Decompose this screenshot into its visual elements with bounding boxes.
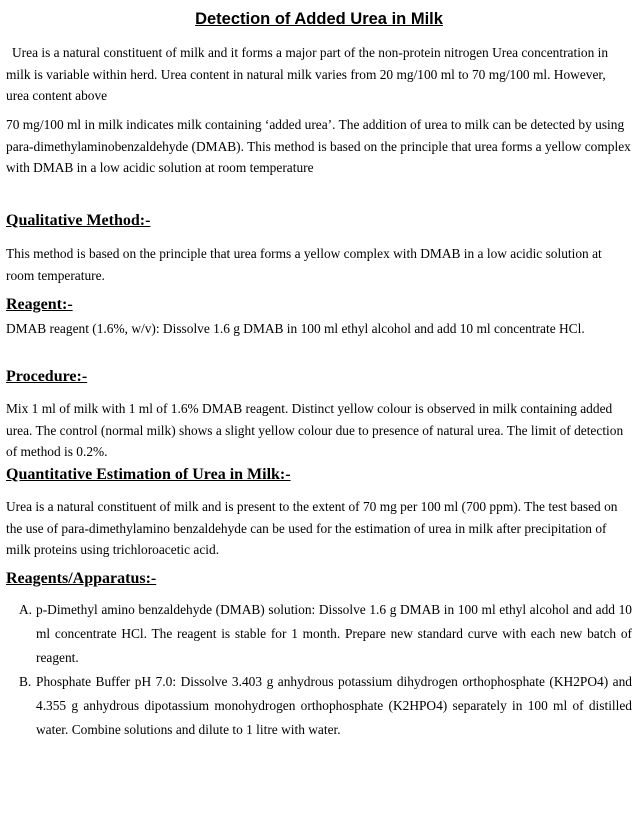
list-item-text: p-Dimethyl amino benzaldehyde (DMAB) solution: Dissolve 1.6 g DMAB in 100 ml ethyl alcohol and add 10 ml concentrate HCl. The reagent is stable for 1 month. Prepare new standard curve with each new batch of reagent. <box>36 602 632 665</box>
list-item <box>6 670 632 742</box>
apparatus-heading: Reagents/Apparatus:- <box>6 570 157 587</box>
procedure-text: Mix 1 ml of milk with 1 ml of 1.6% DMAB reagent. Distinct yellow colour is observed in milk containing added urea. The control (normal milk) shows a slight yellow colour due to presence of natural urea. The limit of detection of method is 0.2%. <box>6 401 624 459</box>
apparatus-list <box>6 598 632 742</box>
page-title: Detection of Added Urea in Milk <box>195 10 443 28</box>
quantitative-text: Urea is a natural constituent of milk and is present to the extent of 70 mg per 100 ml (700 ppm). The test based on the use of para-dimethylamino benzaldehyde can be used for the estimation of urea in milk after precipitation of milk proteins using trichloroacetic acid. <box>6 499 618 557</box>
reagent-text: DMAB reagent (1.6%, w/v): Dissolve 1.6 g DMAB in 100 ml ethyl alcohol and add 10 ml concentrate HCl. <box>6 321 585 336</box>
intro-paragraph-2: 70 mg/100 ml in milk indicates milk containing ‘added urea’. The addition of urea to milk can be detected by using para-dimethylaminobenzaldehyde (DMAB). This method is based on the principle that urea forms a yellow complex with DMAB in a low acidic solution at room temperature <box>6 117 631 175</box>
quantitative-heading: Quantitative Estimation of Urea in Milk:- <box>6 466 291 483</box>
list-item <box>6 598 632 670</box>
list-marker: B. <box>19 674 32 689</box>
list-marker: A. <box>19 602 33 617</box>
qualitative-heading: Qualitative Method:- <box>6 212 151 229</box>
intro-paragraph-1: Urea is a natural constituent of milk and it forms a major part of the non-protein nitrogen Urea concentration in milk is variable within herd. Urea content in natural milk varies from 20 mg/100 ml to 70 mg/100 ml. However, urea content above <box>6 45 609 103</box>
qualitative-text: This method is based on the principle that urea forms a yellow complex with DMAB in a low acidic solution at room temperature. <box>6 246 602 283</box>
procedure-heading: Procedure:- <box>6 368 88 385</box>
list-item-text: Phosphate Buffer pH 7.0: Dissolve 3.403 g anhydrous potassium dihydrogen orthophosphate (KH2PO4) and 4.355 g anhydrous dipotassium monohydrogen orthophosphate (K2HPO4) separately in 100 ml of distilled water. Combine solutions and dilute to 1 litre with water. <box>36 674 632 737</box>
reagent-heading: Reagent:- <box>6 296 73 313</box>
